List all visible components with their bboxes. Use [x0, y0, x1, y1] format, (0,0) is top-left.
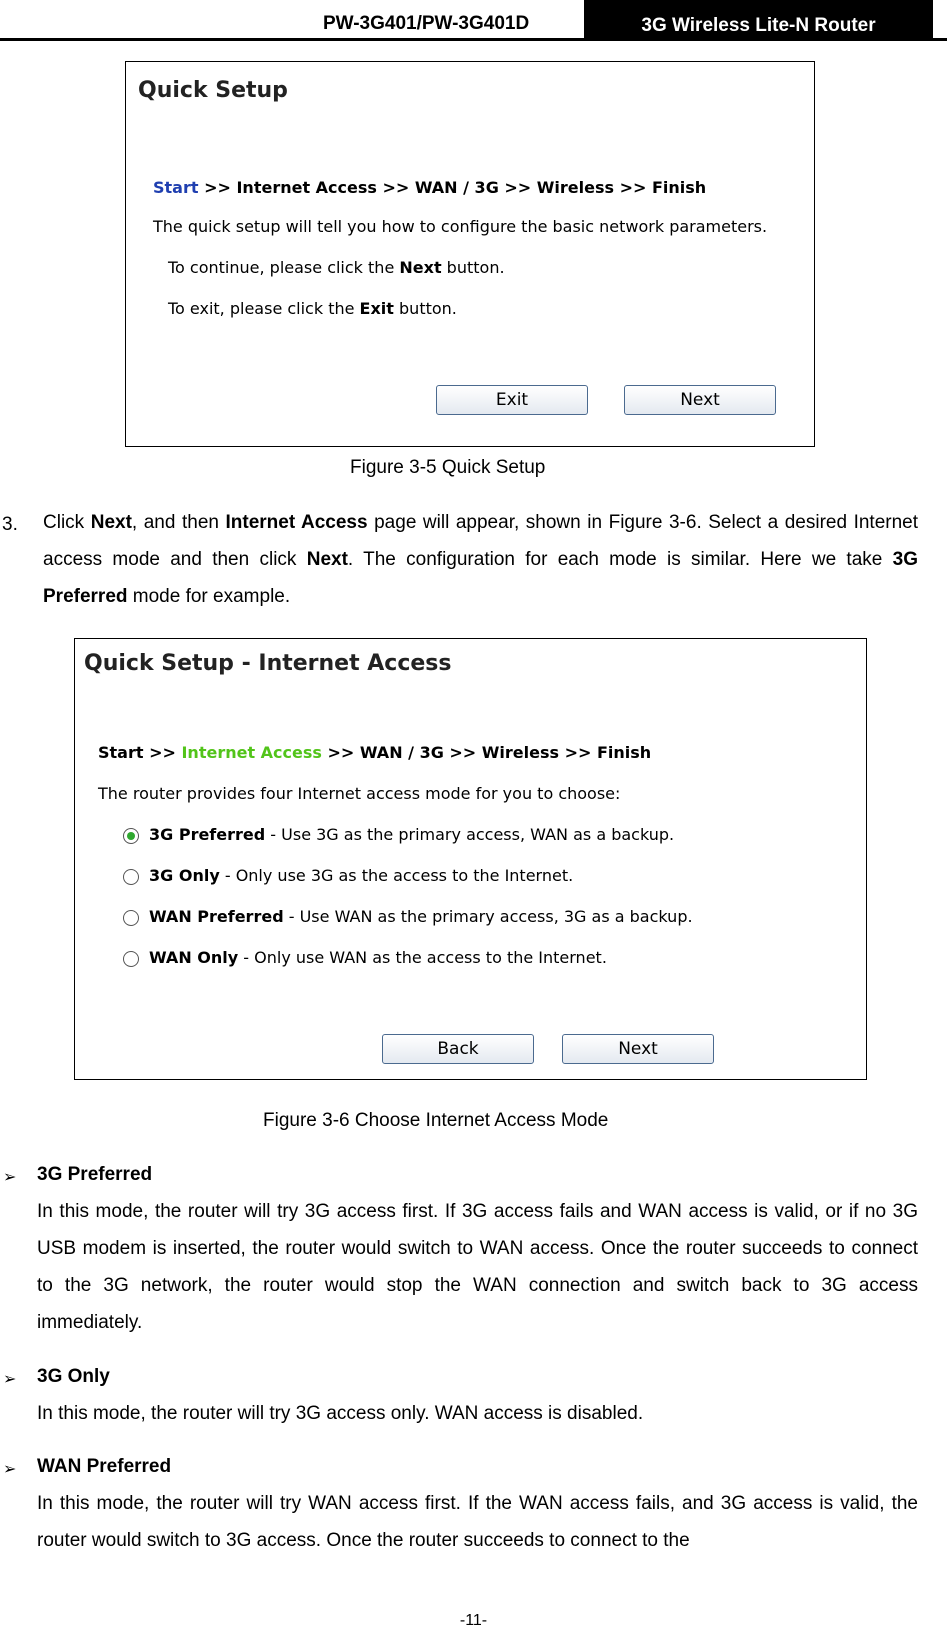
next-button[interactable]: Next — [624, 385, 776, 415]
mode-text-wan-preferred: In this mode, the router will try WAN access first. If the WAN access fails, and 3G access is valid, the router would switch to 3G access. Once the router succeeds to connect to the — [37, 1493, 918, 1551]
mode-heading-3g-preferred: 3G Preferred — [37, 1164, 153, 1185]
internet-access-screenshot: Quick Setup - Internet Access Start >> Internet Access >> WAN / 3G >> Wireless >> Finish The router provides four Internet access mode for you to choose: 3G Preferred - Use 3G as the primary access, WAN as a backup. 3G Only - Only use 3G as the access to the Internet. WAN Preferred - Use WAN as the primary access, 3G as a backup. WAN Only - Only use WAN as the access to the Internet. Back Next — [74, 638, 867, 1080]
crumb-start: Start — [153, 178, 199, 197]
exit-instruction: To exit, please click the Exit button. — [168, 299, 457, 318]
figure-3-5-caption: Figure 3-5 Quick Setup — [350, 457, 546, 478]
radio-wan-preferred[interactable] — [123, 910, 139, 926]
product-name: 3G Wireless Lite-N Router — [584, 0, 933, 40]
quick-setup-breadcrumb — [153, 178, 706, 197]
mode-text-3g-preferred: In this mode, the router will try 3G access first. If 3G access fails and WAN access is valid, or if no 3G USB modem is inserted, the router would switch to WAN access. Once the router succeeds to connect to the 3G network, the router would stop the WAN connection and switch back to 3G access immediately. — [37, 1201, 918, 1333]
crumb-start: Start >> — [98, 743, 182, 762]
step-3-text: Click Next, and then Internet Access page will appear, shown in Figure 3-6. Select a desired Internet access mode and then click Next. The configuration for each mode is similar. Here we take 3G Preferred mode for example. — [43, 512, 919, 607]
exit-button[interactable]: Exit — [436, 385, 588, 415]
back-button[interactable]: Back — [382, 1034, 534, 1064]
internet-access-breadcrumb — [98, 743, 651, 762]
quick-setup-intro: The quick setup will tell you how to configure the basic network parameters. — [153, 217, 768, 236]
page-number: -11- — [459, 1612, 488, 1629]
mode-heading-3g-only: 3G Only — [37, 1366, 110, 1387]
mode-text-3g-only: In this mode, the router will try 3G access only. WAN access is disabled. — [37, 1403, 644, 1424]
crumb-rest: >> Internet Access >> WAN / 3G >> Wireless >> Finish — [198, 178, 707, 197]
bullet-icon: ➢ — [3, 1371, 17, 1388]
figure-3-6-caption: Figure 3-6 Choose Internet Access Mode — [263, 1110, 609, 1131]
crumb-rest: >> WAN / 3G >> Wireless >> Finish — [321, 743, 652, 762]
radio-wan-only[interactable] — [123, 951, 139, 967]
continue-instruction: To continue, please click the Next button. — [168, 258, 505, 277]
page-header — [0, 0, 947, 42]
header-rule — [0, 38, 947, 41]
model-name: PW-3G401/PW-3G401D — [323, 13, 530, 34]
next-button[interactable]: Next — [562, 1034, 714, 1064]
quick-setup-screenshot — [125, 61, 815, 447]
step-number: 3. — [2, 514, 18, 535]
internet-access-title: Quick Setup - Internet Access — [84, 651, 452, 676]
bullet-icon: ➢ — [3, 1461, 17, 1478]
bullet-icon: ➢ — [3, 1169, 17, 1186]
radio-3g-only[interactable] — [123, 869, 139, 885]
mode-heading-wan-preferred: WAN Preferred — [37, 1456, 172, 1477]
crumb-active: Internet Access — [181, 743, 322, 762]
radio-3g-preferred[interactable] — [123, 828, 139, 844]
quick-setup-title: Quick Setup — [138, 78, 288, 103]
internet-access-intro: The router provides four Internet access mode for you to choose: — [98, 784, 621, 803]
